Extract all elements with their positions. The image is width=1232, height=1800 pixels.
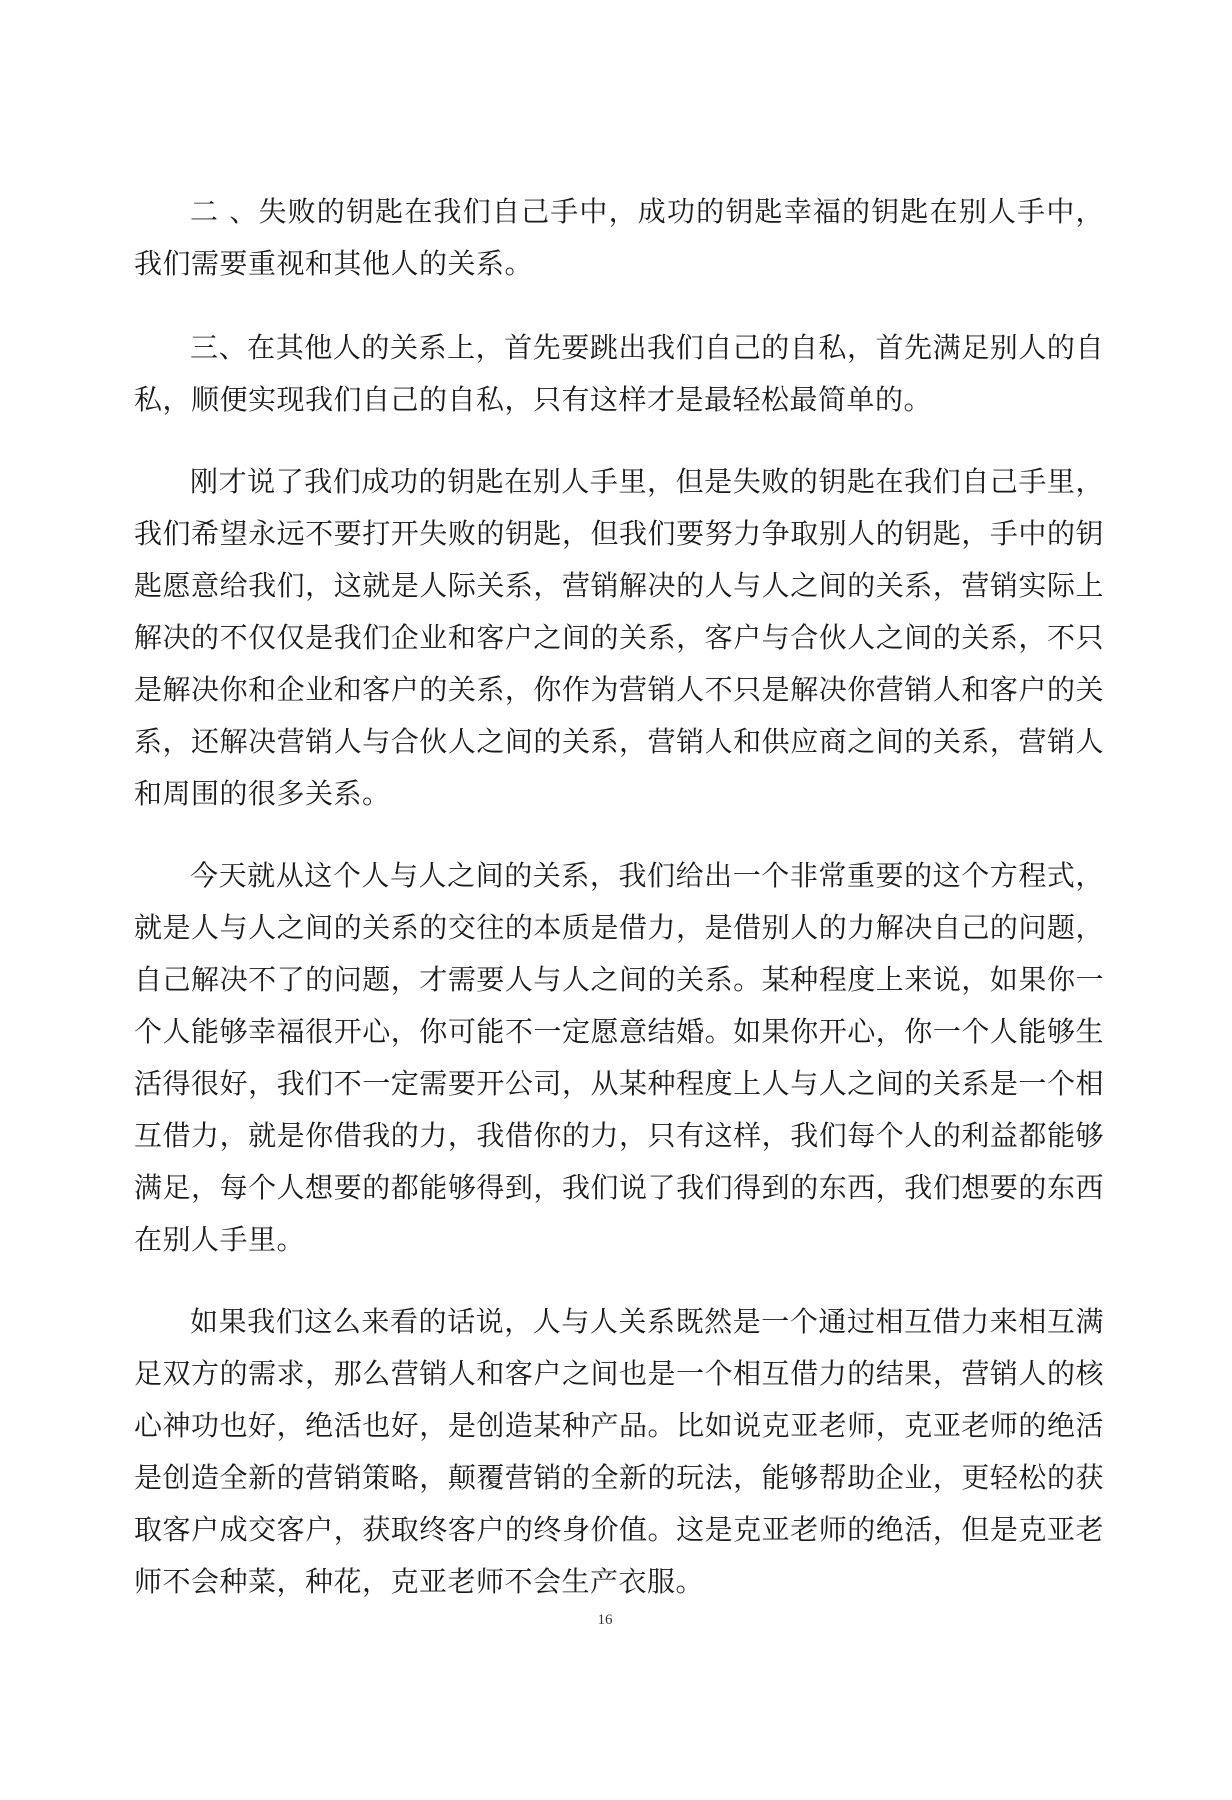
page-number: 16: [597, 1612, 613, 1628]
paragraph-point-two: 二 、失败的钥匙在我们自己手中，成功的钥匙幸福的钥匙在别人手中，我们需要重视和其他人的关系。: [134, 195, 1104, 280]
document-body: [134, 186, 1104, 1608]
paragraph-mutual-leverage: 今天就从这个人与人之间的关系，我们给出一个非常重要的这个方程式，就是人与人之间的关系的交往的本质是借力，是借别人的力解决自己的问题，自己解决不了的问题，才需要人与人之间的关系。某种程度上来说，如果你一个人能够幸福很开心，你可能不一定愿意结婚。如果你开心，你一个人能够生活得很好，我们不一定需要开公司，从某种程度上人与人之间的关系是一个相互借力，就是你借我的力，我借你的力，只有这样，我们每个人的利益都能够满足，每个人想要的都能够得到，我们说了我们得到的东西，我们想要的东西在别人手里。: [134, 859, 1104, 1256]
paragraph-keys-relationships: 刚才说了我们成功的钥匙在别人手里，但是失败的钥匙在我们自己手里，我们希望永远不要打开失败的钥匙，但我们要努力争取别人的钥匙，手中的钥匙愿意给我们，这就是人际关系，营销解决的人与人之间的关系，营销实际上解决的不仅仅是我们企业和客户之间的关系，客户与合伙人之间的关系，不只是解决你和企业和客户的关系，你作为营销人不只是解决你营销人和客户的关系，还解决营销人与合伙人之间的关系，营销人和供应商之间的关系，营销人和周围的很多关系。: [134, 465, 1104, 810]
paragraph-point-three: 三、在其他人的关系上，首先要跳出我们自己的自私，首先满足别人的自私，顺便实现我们自己的自私，只有这样才是最轻松最简单的。: [134, 331, 1104, 416]
paragraph-marketer-customer: 如果我们这么来看的话说，人与人关系既然是一个通过相互借力来相互满足双方的需求，那么营销人和客户之间也是一个相互借力的结果，营销人的核心神功也好，绝活也好，是创造某种产品。比如说克亚老师，克亚老师的绝活是创造全新的营销策略，颠覆营销的全新的玩法，能够帮助企业，更轻松的获取客户成交客户，获取终客户的终身价值。这是克亚老师的绝活，但是克亚老师不会种菜，种花，克亚老师不会生产衣服。: [134, 1305, 1104, 1598]
